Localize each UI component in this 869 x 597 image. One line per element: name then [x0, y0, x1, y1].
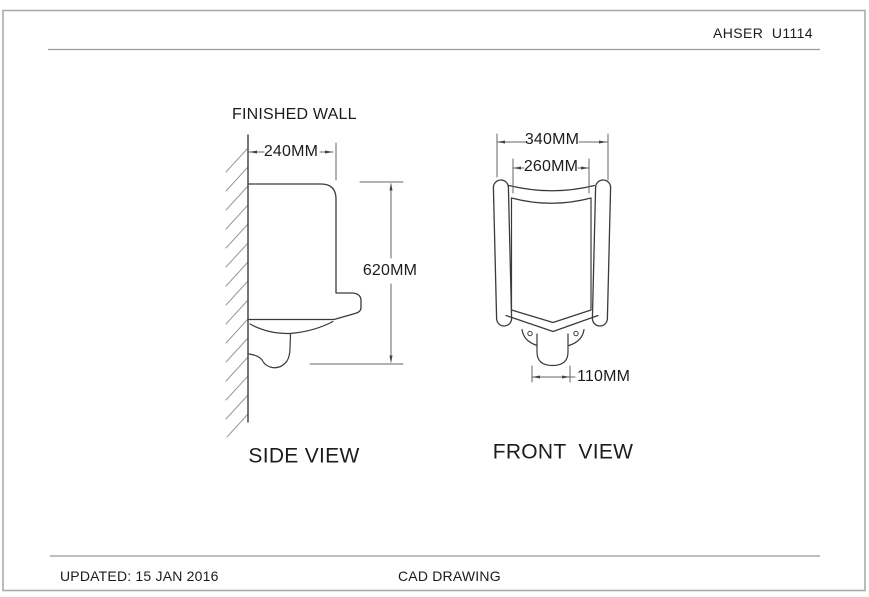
sheet-border [3, 11, 865, 591]
arrowhead [562, 376, 570, 379]
arrowhead [390, 183, 393, 191]
side-bowl-curve [250, 322, 333, 334]
front-right-column [592, 180, 611, 326]
side-view-label: SIDE VIEW [248, 444, 360, 468]
arrowhead [599, 141, 607, 144]
dim-text-110mm: 110MM [577, 368, 631, 385]
front-basin-panel [512, 198, 592, 310]
finished-wall-label: FINISHED WALL [232, 106, 357, 123]
arrowhead [497, 141, 505, 144]
dim-text-620mm: 620MM [362, 262, 418, 280]
side-body-outline [249, 184, 361, 320]
arrowhead [325, 151, 333, 154]
arrowhead [249, 151, 257, 154]
arrowhead [532, 376, 540, 379]
document-type: CAD DRAWING [398, 568, 501, 584]
mount-screw-right [574, 331, 578, 335]
front-view-label: FRONT VIEW [492, 440, 634, 464]
side-trap-outline [249, 334, 291, 368]
dim-text-240mm: 240MM [263, 143, 319, 161]
dim-text-340mm: 340MM [524, 131, 580, 149]
updated-date: UPDATED: 15 JAN 2016 [60, 568, 219, 584]
wall-hatch-pattern [226, 148, 248, 437]
front-trap-outlet [537, 334, 568, 366]
arrowhead [581, 167, 589, 170]
side-view [226, 135, 403, 437]
drawing-code: AHSER U1114 [713, 25, 813, 41]
front-top-band [509, 186, 595, 204]
mount-screw-left [528, 331, 532, 335]
arrowhead [390, 356, 393, 364]
front-left-column [493, 180, 512, 326]
dim-text-260mm: 260MM [523, 158, 579, 176]
arrowhead [513, 167, 521, 170]
front-bottom-band [506, 310, 598, 332]
dimension-110mm [532, 366, 575, 382]
